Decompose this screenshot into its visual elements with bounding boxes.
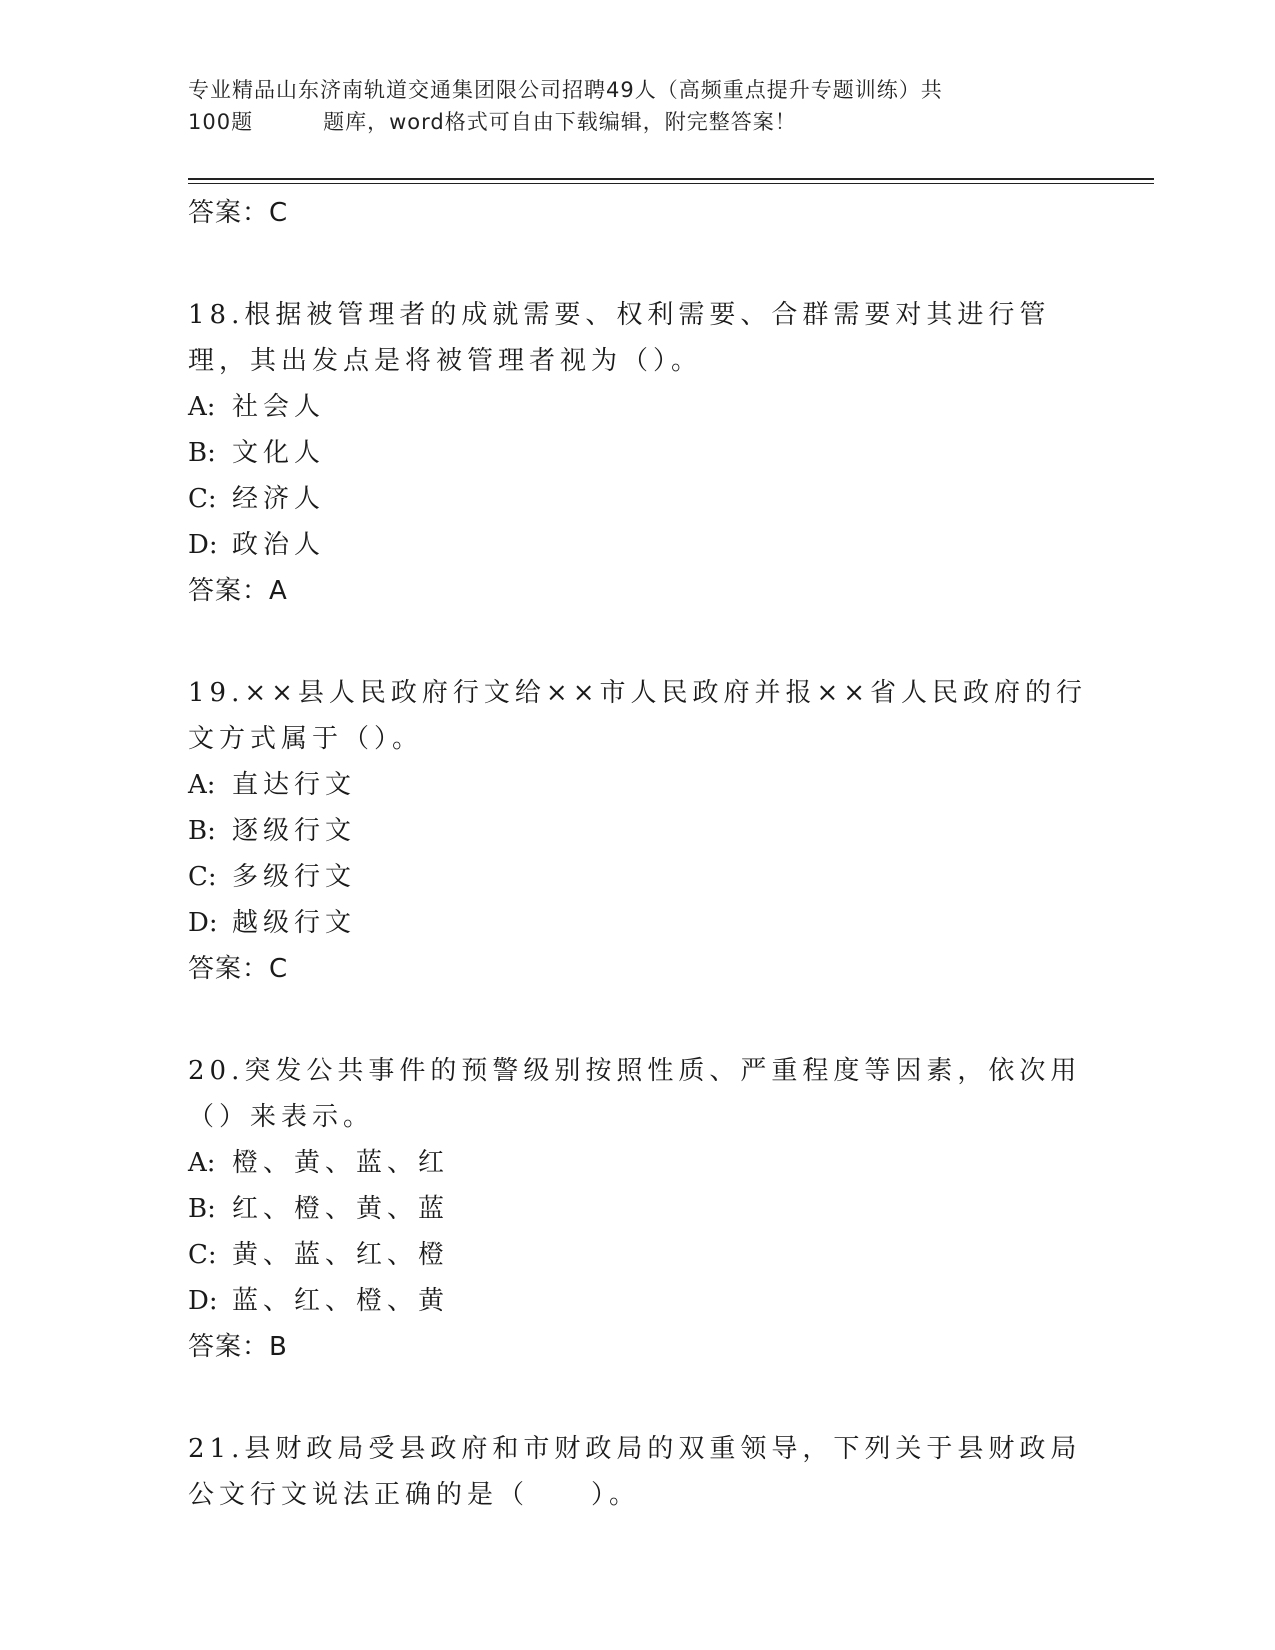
option-b xyxy=(188,808,1088,854)
option-text: 社会人 xyxy=(232,392,326,422)
answer-line: 答案：C xyxy=(188,954,289,984)
option-text: 文化人 xyxy=(232,438,326,468)
option-text: 逐级行文 xyxy=(232,816,357,846)
option-letter: D: xyxy=(188,908,218,938)
answer-line: 答案：B xyxy=(188,1332,288,1362)
option-letter: B: xyxy=(188,438,216,468)
option-letter: A: xyxy=(188,1148,216,1178)
option-a xyxy=(188,1140,1088,1186)
option-text: 红、橙、黄、蓝 xyxy=(232,1194,450,1224)
option-text: 多级行文 xyxy=(232,862,357,892)
option-c xyxy=(188,1232,1088,1278)
header-line-2-end: 题库，word格式可自由下载编辑，附完整答案！ xyxy=(323,110,797,134)
option-a xyxy=(188,762,1088,808)
header-line-2 xyxy=(188,106,1088,138)
page-header xyxy=(188,74,1088,138)
option-d xyxy=(188,900,1088,946)
question-stem: 19.××县人民政府行文给××市人民政府并报××省人民政府的行文方式属于（）。 xyxy=(188,678,1088,754)
option-text: 政治人 xyxy=(232,530,326,560)
header-divider xyxy=(188,178,1154,180)
option-letter: B: xyxy=(188,1194,216,1224)
option-c xyxy=(188,476,1088,522)
option-letter: D: xyxy=(188,530,218,560)
option-c xyxy=(188,854,1088,900)
option-a xyxy=(188,384,1088,430)
option-b xyxy=(188,430,1088,476)
header-divider-thin xyxy=(188,183,1154,184)
question-18 xyxy=(188,292,1088,614)
option-text: 蓝、红、橙、黄 xyxy=(232,1286,450,1316)
answer-line: 答案：A xyxy=(188,576,288,606)
option-text: 黄、蓝、红、橙 xyxy=(232,1240,450,1270)
option-letter: C: xyxy=(188,484,217,514)
option-text: 直达行文 xyxy=(232,770,357,800)
option-d xyxy=(188,522,1088,568)
option-text: 经济人 xyxy=(232,484,326,514)
document-body xyxy=(188,190,1088,1518)
option-letter: D: xyxy=(188,1286,218,1316)
answer-line: 答案：C xyxy=(188,198,289,228)
option-text: 橙、黄、蓝、红 xyxy=(232,1148,450,1178)
option-letter: A: xyxy=(188,392,216,422)
option-text: 越级行文 xyxy=(232,908,357,938)
option-letter: C: xyxy=(188,862,217,892)
option-b xyxy=(188,1186,1088,1232)
question-stem: 20.突发公共事件的预警级别按照性质、严重程度等因素，依次用（）来表示。 xyxy=(188,1056,1082,1132)
question-20 xyxy=(188,1048,1088,1370)
option-d xyxy=(188,1278,1088,1324)
option-letter: C: xyxy=(188,1240,217,1270)
header-line-2-start: 100题 xyxy=(188,110,254,134)
option-letter: B: xyxy=(188,816,216,846)
question-19 xyxy=(188,670,1088,992)
header-line-1: 专业精品山东济南轨道交通集团限公司招聘49人（高频重点提升专题训练）共 xyxy=(188,78,943,102)
question-stem: 18.根据被管理者的成就需要、权利需要、合群需要对其进行管理，其出发点是将被管理者视为（）。 xyxy=(188,300,1051,376)
option-letter: A: xyxy=(188,770,216,800)
question-21 xyxy=(188,1426,1088,1518)
question-stem: 21.县财政局受县政府和市财政局的双重领导，下列关于县财政局公文行文说法正确的是（ ）。 xyxy=(188,1434,1082,1510)
